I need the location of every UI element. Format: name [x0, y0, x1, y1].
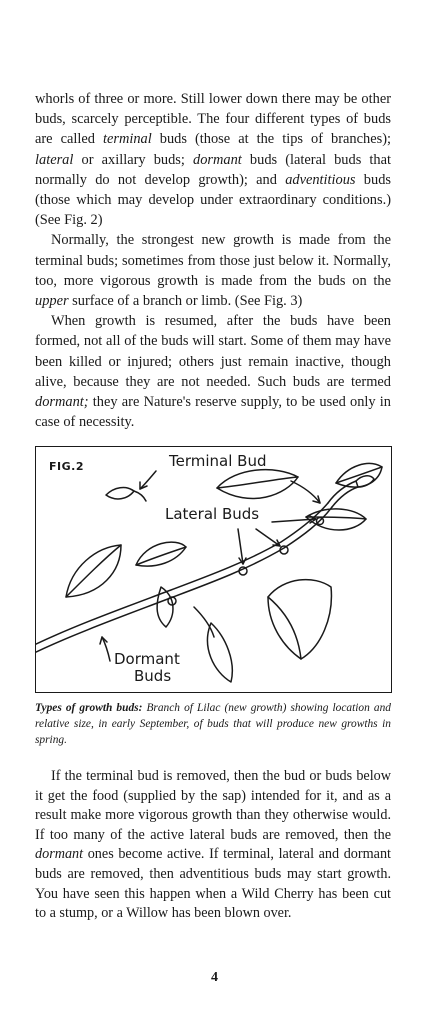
- dormant-buds-label-line2: Buds: [134, 667, 172, 685]
- caption-lead: Types of growth buds:: [35, 702, 143, 714]
- figure-caption: [35, 700, 391, 748]
- body-text-top: [35, 89, 391, 432]
- text-run: buds (those which may develop under extraordinary conditions.) (See Fig. 2): [35, 171, 391, 229]
- emphasis-text: upper: [35, 293, 69, 310]
- paragraph: [35, 89, 391, 230]
- text-run: When growth is resumed, after the buds have been formed, not all of the buds will start. Some of them may have been killed or injured; others just remain inactive, though alive, because they are not needed. Such buds are termed: [35, 313, 391, 390]
- paragraph: [35, 311, 391, 432]
- figure-2-lilac-branch: [35, 446, 392, 693]
- text-run: buds (those at the tips of branches);: [151, 131, 391, 148]
- emphasis-text: terminal: [102, 131, 152, 148]
- text-run: surface of a branch or limb. (See Fig. 3): [68, 293, 303, 310]
- terminal-bud-label: Terminal Bud: [169, 452, 267, 470]
- body-text-bottom: [35, 767, 391, 924]
- text-run: whorls of three or more. Still lower down there may be other buds, scarcely perceptible. The four different types of buds are called: [35, 91, 391, 148]
- text-run: or axillary buds;: [73, 151, 194, 168]
- page-number: 4: [211, 970, 218, 985]
- figure-label: FIG.2: [49, 460, 84, 473]
- caption-body: Branch of Lilac (new growth) showing location and relative size, in early September, of buds that will produce new growths in spring.: [35, 702, 391, 746]
- emphasis-text: dormant: [193, 151, 242, 168]
- emphasis-text: adventitious: [285, 171, 356, 188]
- text-run: Normally, the strongest new growth is made from the terminal buds; sometimes from those just below it. Normally, too, more vigorous growth is made from the buds on the: [35, 232, 391, 289]
- dormant-buds-label-line1: Dormant: [114, 650, 180, 668]
- emphasis-text: dormant;: [35, 394, 89, 411]
- paragraph: [35, 767, 391, 924]
- emphasis-text: dormant: [35, 846, 84, 863]
- lilac-branch-illustration: [36, 447, 392, 693]
- lateral-buds-label: Lateral Buds: [165, 505, 260, 523]
- text-run: If the terminal bud is removed, then the bud or buds below it get the food (supplied by the sap) intended for it, and as a result make more vigorous growth than they otherwise would. If too many of the active lateral buds are removed, then the: [35, 768, 391, 843]
- text-run: ones become active. If terminal, lateral and dormant buds are removed, then adventitious buds may start growth. You have seen this happen when a Wild Cherry has been cut to a stump, or a Willow has been blown over.: [35, 846, 391, 922]
- emphasis-text: lateral: [35, 151, 74, 168]
- paragraph: [35, 230, 391, 311]
- text-run: buds (lateral buds that normally do not develop growth); and: [35, 151, 391, 188]
- text-run: they are Nature's reserve supply, to be used only in case of necessity.: [35, 394, 391, 431]
